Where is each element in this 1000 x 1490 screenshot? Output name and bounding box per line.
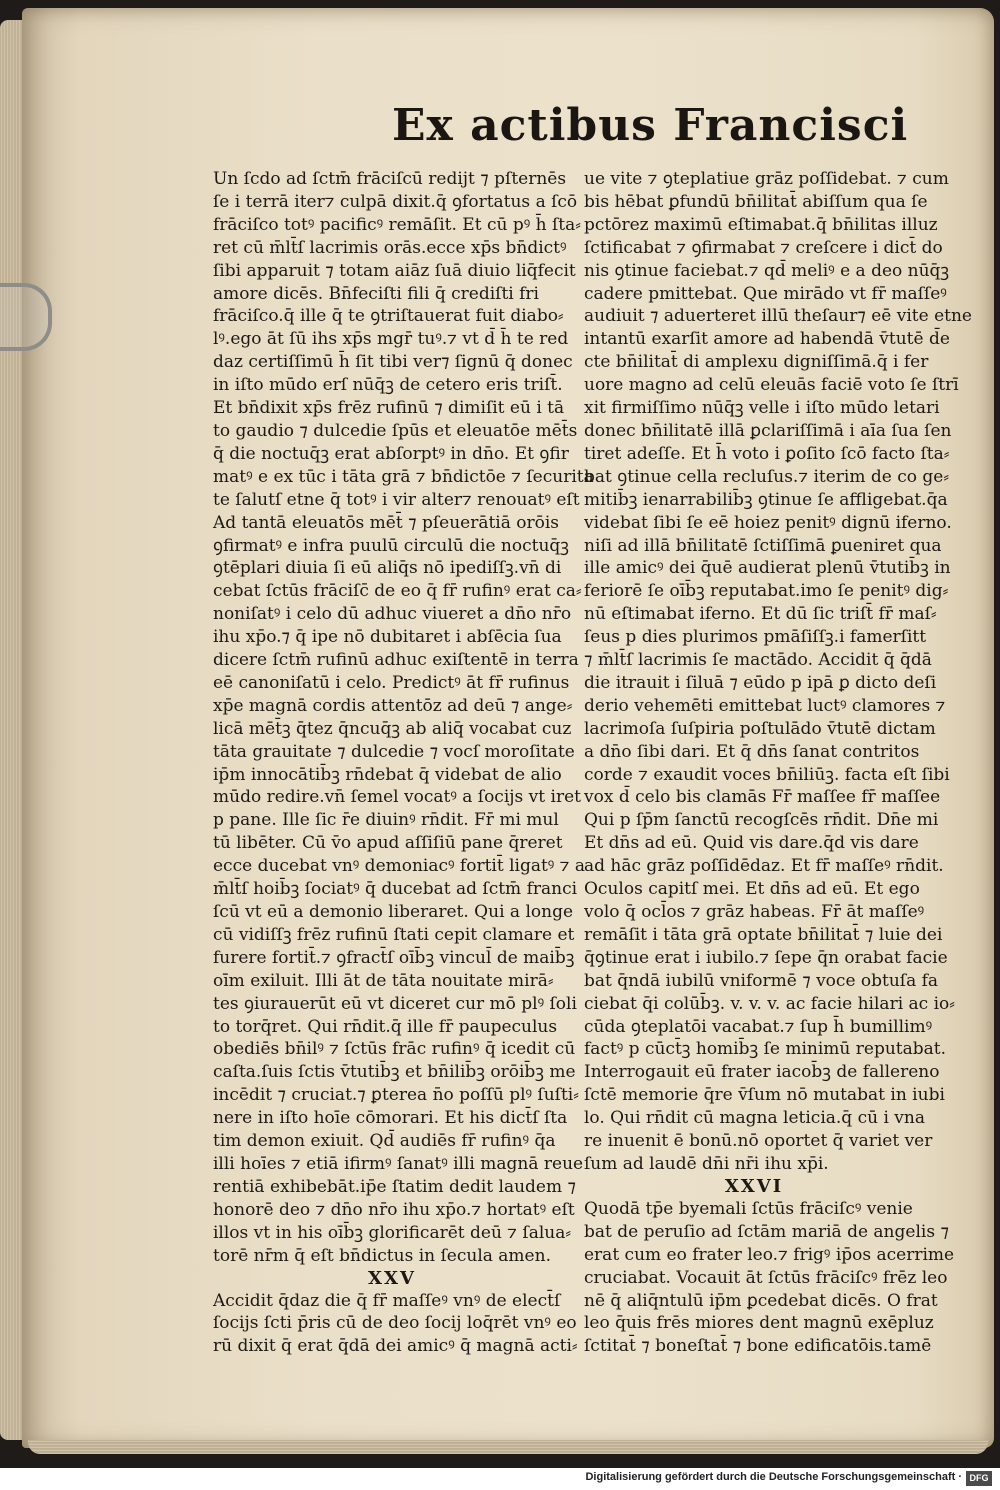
text-line: furere fortit̄.⁊ ꝯfract̄ſ oīb̄ꝫ vincul̄ de maib̄ꝫ bbox=[213, 947, 575, 968]
text-line: to torq̄ret. Qui rn̄dit.q̄ ille fr̄ paupeculus bbox=[213, 1016, 558, 1037]
footer-bar bbox=[0, 1468, 1000, 1490]
text-line: corde ⁊ exaudit voces bn̄iliūꝫ. facta eſt ſibi bbox=[584, 764, 950, 785]
text-line: Et bn̄dixit xp̄s frēz rufinū ⁊ dimiſit eū i tā bbox=[213, 398, 565, 419]
text-line: ſcū vt eū a demonio liberaret. Qui a longe bbox=[213, 902, 574, 922]
text-line: leo q̄uis frēs miores dent magnū exēpluz bbox=[584, 1313, 934, 1334]
text-line: intantū exarſit amore ad habendā v̄tutē d̄e bbox=[584, 329, 950, 350]
text-line: tāta grauitate ⁊ dulcedie ⁊ vocſ moroſitate bbox=[213, 741, 575, 762]
text-line: caſta.ſuis ſctis v̄tutib̄ꝫ et bn̄ilib̄ꝫ orōib̄ꝫ me bbox=[213, 1062, 576, 1083]
text-line: xp̄e magnā cordis attentōz ad deū ⁊ ange⸗ bbox=[213, 695, 573, 716]
text-line: ſocijs ſcti p̄ris cū de deo ſocij loq̄rēt vnꝰ eo bbox=[213, 1313, 577, 1334]
text-paragraph bbox=[584, 1198, 955, 1358]
text-paragraph bbox=[584, 168, 972, 1176]
text-line: eē canoniſatū i celo. Predictꝰ āt fr̄ rufinus bbox=[213, 672, 570, 693]
text-line: frāciſco.q̄ ille q̄ te ꝯtriſtauerat fuit diabo⸗ bbox=[213, 306, 564, 327]
text-line: factꝰ p cūct̄ꝫ homib̄ꝫ ſe minimū reputabat. bbox=[584, 1039, 947, 1060]
left-column bbox=[213, 168, 594, 1358]
text-line: cte bn̄ilitat̄ di amplexu digniſſimā.q̄ i fer bbox=[584, 352, 929, 373]
text-line: q̄ die noctuq̄ꝫ erat abſorptꝰ in dn̄o. Et ꝯfir bbox=[213, 443, 569, 464]
text-line: ꝯtēplari diuia ſi eū aliq̄s nō ipediſſꝫ.vn̄ di bbox=[213, 558, 562, 579]
text-line: ret cū m̄lt̄ſ lacrimis orās.ecce xp̄s bn̄dictꝰ bbox=[213, 237, 567, 258]
text-line: to gaudio ⁊ dulcedie ſpūs et eleuatōe mēt̄s bbox=[213, 420, 578, 441]
text-line: donec bn̄ilitatē illā ꝑclariſſimā i aīa ſua ſen bbox=[584, 420, 952, 441]
chapter-heading: XXVI bbox=[724, 1175, 784, 1197]
text-line: honorē deo ⁊ dn̄o nr̄o ihu xp̄o.⁊ hortatꝰ eſt bbox=[213, 1199, 575, 1220]
text-paragraph bbox=[213, 1290, 578, 1359]
text-line: noniſatꝰ i celo dū adhuc viueret a dn̄o nr̄o bbox=[213, 604, 572, 625]
text-line: nis ꝯtinue faciebat.⁊ qd̄ meliꝰ e a deo nūq̄ꝫ bbox=[584, 260, 950, 281]
text-line: tiret adeſſe. Et h̄ voto i ꝑoſito ſcō facto ſta⸗ bbox=[584, 443, 950, 464]
text-line: Et dn̄s ad eū. Quid vis dare.q̄d vis dare bbox=[584, 833, 919, 854]
text-line: ille amicꝰ dei q̄uē audierat plenū v̄tutib̄ꝫ in bbox=[584, 558, 951, 579]
text-line: ciebat q̄i colūb̄ꝫ. v. v. v. ac facie hilari ac io⸗ bbox=[584, 993, 955, 1014]
text-line: cū vidiſſꝫ frēz rufinū ſtati cepit clamare et bbox=[213, 924, 575, 945]
chapter-heading: XXV bbox=[368, 1267, 416, 1289]
text-line: ⁊ m̄lt̄ſ lacrimis ſe mactādo. Accidit q̄ q̄dā bbox=[584, 650, 932, 671]
text-line: bat ꝯtinue cella recluſus.⁊ iterim de co ge⸗ bbox=[584, 466, 949, 487]
text-line: rū dixit q̄ erat q̄dā dei amicꝰ q̄ magnā acti⸗ bbox=[213, 1336, 578, 1357]
text-line: ip̄m innocātib̄ꝫ rn̄debat q̄ videbat de alio bbox=[213, 764, 562, 785]
text-line: mitib̄ꝫ ienarrabilib̄ꝫ ꝯtinue ſe affligebat.q̄a bbox=[584, 489, 948, 510]
text-line: ſeus p dies plurimos pmāſiſſꝫ.i famerſitt bbox=[584, 627, 927, 648]
text-line: ad hāc grāz poſſidēdaz. Et fr̄ maſſeꝰ rn̄dit. bbox=[584, 856, 944, 877]
text-line: Accidit q̄daz die q̄ fr̄ maſſeꝰ vnꝰ de elect̄ſ bbox=[213, 1290, 561, 1311]
text-line: dicere ſctm̄ rufinū adhuc exiſtentē in terra bbox=[213, 650, 579, 671]
paper-clip-icon bbox=[0, 283, 52, 351]
text-line: q̄ꝯtinue erat i iubilo.⁊ ſepe q̄n orabat facie bbox=[584, 947, 948, 968]
text-line: audiuit ⁊ aduerteret illū theſaur⁊ eē vite etne bbox=[584, 306, 972, 327]
page-edge-bottom bbox=[28, 1440, 988, 1454]
text-line: lo. Qui rn̄dit cū magna leticia.q̄ cū i vna bbox=[584, 1108, 925, 1129]
text-line: p pane. Ille ſic r̄e diuinꝰ rn̄dit. Fr̄ mi mul bbox=[213, 810, 559, 831]
text-line: illos vt in his oīb̄ꝫ glorificarēt deū ⁊ ſalua⸗ bbox=[213, 1222, 572, 1243]
text-line: Un ſcdo ad ſctm̄ frāciſcū redijt ⁊ pſternēs bbox=[213, 169, 567, 189]
text-line: ue vite ⁊ ꝯteplatiue grāz poſſidebat. ⁊ cum bbox=[584, 169, 949, 189]
text-line: bat q̄ndā iubilū vniformē ⁊ voce obtuſa fa bbox=[584, 970, 939, 991]
dfg-logo: DFG bbox=[966, 1471, 992, 1486]
text-line: licā mēt̄ꝫ q̄tez q̄ncuq̄ꝫ ab aliq̄ vocabat cuz bbox=[213, 718, 572, 739]
text-line: pctōrez maximū eſtimabat.q̄ bn̄ilitas illuz bbox=[584, 214, 938, 235]
text-line: vox d̄ celo bis clamās Fr̄ maſſee fr̄ maſſee bbox=[584, 787, 941, 808]
text-line: mūdo redire.vn̄ ſemel vocatꝰ a ſocijs vt iret bbox=[213, 787, 581, 808]
text-line: die itrauit i ſiluā ⁊ eūdo p ipā ꝑ dicto deſi bbox=[584, 672, 937, 693]
text-line: erat cum eo frater leo.⁊ frigꝰ ip̄os acerrime bbox=[584, 1244, 955, 1265]
text-line: lꝰ.ego āt ſū ihs xp̄s mgr̄ tuꝰ.⁊ vt d̄ h̄ te red bbox=[213, 329, 569, 350]
text-line: feriorē ſe oīb̄ꝫ reputabat.imo ſe penitꝰ dig⸗ bbox=[584, 581, 949, 602]
text-line: ſibi apparuit ⁊ totam aiāz ſuā diuio liq̄fecit bbox=[213, 260, 576, 281]
text-line: tes ꝯiurauerūt eū vt diceret cur mō plꝰ ſoli bbox=[213, 993, 577, 1014]
text-line: frāciſco totꝰ pacificꝰ remāſit. Et cū pꝰ h̄ ſta⸗ bbox=[213, 214, 581, 235]
text-line: volo q̄ ocl̄os ⁊ grāz habeas. Fr̄ āt maſſeꝰ bbox=[584, 902, 925, 922]
text-line: videbat ſibi ſe eē hoiez penitꝰ dignū iferno. bbox=[584, 512, 952, 533]
text-line: amore dicēs. Bn̄feciſti fili q̄ crediſti fri bbox=[213, 283, 539, 304]
text-line: cruciabat. Vocauit āt ſctūs frāciſcꝰ frēz leo bbox=[584, 1267, 948, 1288]
text-line: in iſto mūdo erſ nūq̄ꝫ de cetero eris triſt̄. bbox=[213, 375, 563, 396]
text-line: re inuenit ē bonū.nō oportet q̄ variet ver bbox=[584, 1131, 933, 1152]
text-line: rentiā exhibebāt.ip̄e ſtatim dedit laudem ⁊ bbox=[213, 1176, 576, 1197]
text-line: nū eſtimabat iferno. Et dū ſic triſt̄ fr̄ maſ⸗ bbox=[584, 604, 937, 625]
text-line: ſctitat̄ ⁊ boneſtat̄ ⁊ bone edificatōis.tamē bbox=[584, 1336, 932, 1357]
text-line: illi hoīes ⁊ etiā ifirmꝰ ſanatꝰ illi magnā reue bbox=[213, 1153, 584, 1174]
running-title: Ex actibus Francisci bbox=[392, 100, 909, 151]
text-line: daz certiſſimū h̄ ſit tibi ver⁊ ſignū q̄ donec bbox=[213, 352, 573, 373]
text-line: matꝰ e ex tūc i tāta grā ⁊ bn̄dictōe ⁊ ſecurita bbox=[213, 466, 594, 487]
text-line: nē q̄ aliq̄ntulū ip̄m ꝑcedebat dicēs. O frat bbox=[584, 1290, 938, 1311]
text-line: ſctē memorie q̄re v̄ſum nō mutabat in iubi bbox=[584, 1085, 945, 1106]
text-line: uore magno ad celū eleuās faciē voto ſe ſtrī bbox=[584, 375, 959, 396]
text-line: incēdit ⁊ cruciat.⁊ ꝑterea n̄o poſſū plꝰ ſuſti⸗ bbox=[213, 1085, 579, 1106]
text-line: a dn̄o ſibi dari. Et q̄ dn̄s ſanat contritos bbox=[584, 741, 920, 762]
text-line: Oculos capitſ mei. Et dn̄s ad eū. Et ego bbox=[584, 879, 920, 900]
text-line: tū libēter. Cū v̄o apud aſſiſiū pane q̄reret bbox=[213, 833, 563, 854]
text-line: remāſit i tāta grā optate bn̄ilitat̄ ⁊ luie dei bbox=[584, 924, 943, 945]
text-line: bat de peruſio ad ſctām mariā de angelis ⁊ bbox=[584, 1221, 949, 1242]
text-line: oīm exiluit. Illi āt de tāta nouitate mirā⸗ bbox=[213, 970, 554, 991]
right-column bbox=[584, 168, 972, 1358]
text-line: ihu xp̄o.⁊ q̄ ipe nō dubitaret i abſēcia ſua bbox=[213, 627, 562, 648]
funding-credit: Digitalisierung gefördert durch die Deutsche Forschungsgemeinschaft · bbox=[585, 1471, 962, 1483]
text-line: derio vehemēti emittebat luctꝰ clamores ⁊ bbox=[584, 695, 946, 716]
text-line: ſum ad laudē dn̄i nr̄i ihu xp̄i. bbox=[584, 1153, 829, 1174]
text-line: Quodā tp̄e byemali ſctūs frāciſcꝰ venie bbox=[584, 1198, 913, 1219]
text-line: ecce ducebat vnꝰ demoniacꝰ fortit̄ ligatꝰ ⁊ a bbox=[213, 856, 585, 877]
text-line: tim demon exiuit. Qd̄ audiēs fr̄ rufinꝰ q̄a bbox=[213, 1131, 556, 1152]
text-line: niſi ad illā bn̄ilitatē ſctiſſimā ꝑueniret qua bbox=[584, 535, 942, 556]
text-line: ſctificabat ⁊ ꝯfirmabat ⁊ creſcere i dict̄ do bbox=[584, 237, 943, 258]
text-line: nere in iſto hoīe cōmorari. Et his dict̄ſ ſta bbox=[213, 1108, 568, 1129]
text-line: Qui p ſp̄m ſanctū recogſcēs rn̄dit. Dn̄e mi bbox=[584, 810, 939, 831]
text-line: xit firmiſſimo nūq̄ꝫ velle i iſto mūdo letari bbox=[584, 398, 940, 419]
text-line: obediēs bn̄ilꝰ ⁊ ſctūs frāc rufinꝰ q̄ icedit cū bbox=[213, 1039, 576, 1060]
text-line: bis hēbat ꝑfundū bn̄ilitat̄ abiſſum qua ſe bbox=[584, 191, 928, 212]
text-line: cūda ꝯteplatōi vacabat.⁊ ſup h̄ bumillimꝰ bbox=[584, 1016, 933, 1037]
text-paragraph bbox=[213, 168, 594, 1268]
text-line: cebat ſctūs frāciſc̄ de eo q̄ fr̄ rufinꝰ erat ca⸗ bbox=[213, 581, 582, 602]
page-edge-left bbox=[0, 20, 22, 1440]
text-line: torē nr̄m q̄ eſt bn̄dictus in ſecula amen. bbox=[213, 1245, 551, 1266]
text-line: Interrogauit eū frater iacob̄ꝫ de fallereno bbox=[584, 1062, 940, 1083]
text-line: cadere pmittebat. Que mirādo vt fr̄ maſſeꝰ bbox=[584, 283, 947, 304]
text-line: ꝯfirmatꝰ e infra puulū circulū die noctuq̄ꝫ bbox=[213, 535, 569, 556]
text-line: m̄lt̄ſ hoib̄ꝫ ſociatꝰ q̄ ducebat ad ſctm̄ franci bbox=[213, 879, 578, 900]
text-line: Ad tantā eleuatōs mēt̄ ⁊ pſeuerātiā orōis bbox=[213, 512, 560, 533]
text-line: te ſalutſ etne q̄ totꝰ i vir alter⁊ renouatꝰ eſt bbox=[213, 489, 580, 510]
text-line: lacrimoſa ſuſpiria poſtulādo v̄tutē dictam bbox=[584, 718, 936, 739]
text-line: ſe i terrā iter⁊ culpā dixit.q̄ ꝯfortatus a ſcō bbox=[213, 191, 578, 212]
